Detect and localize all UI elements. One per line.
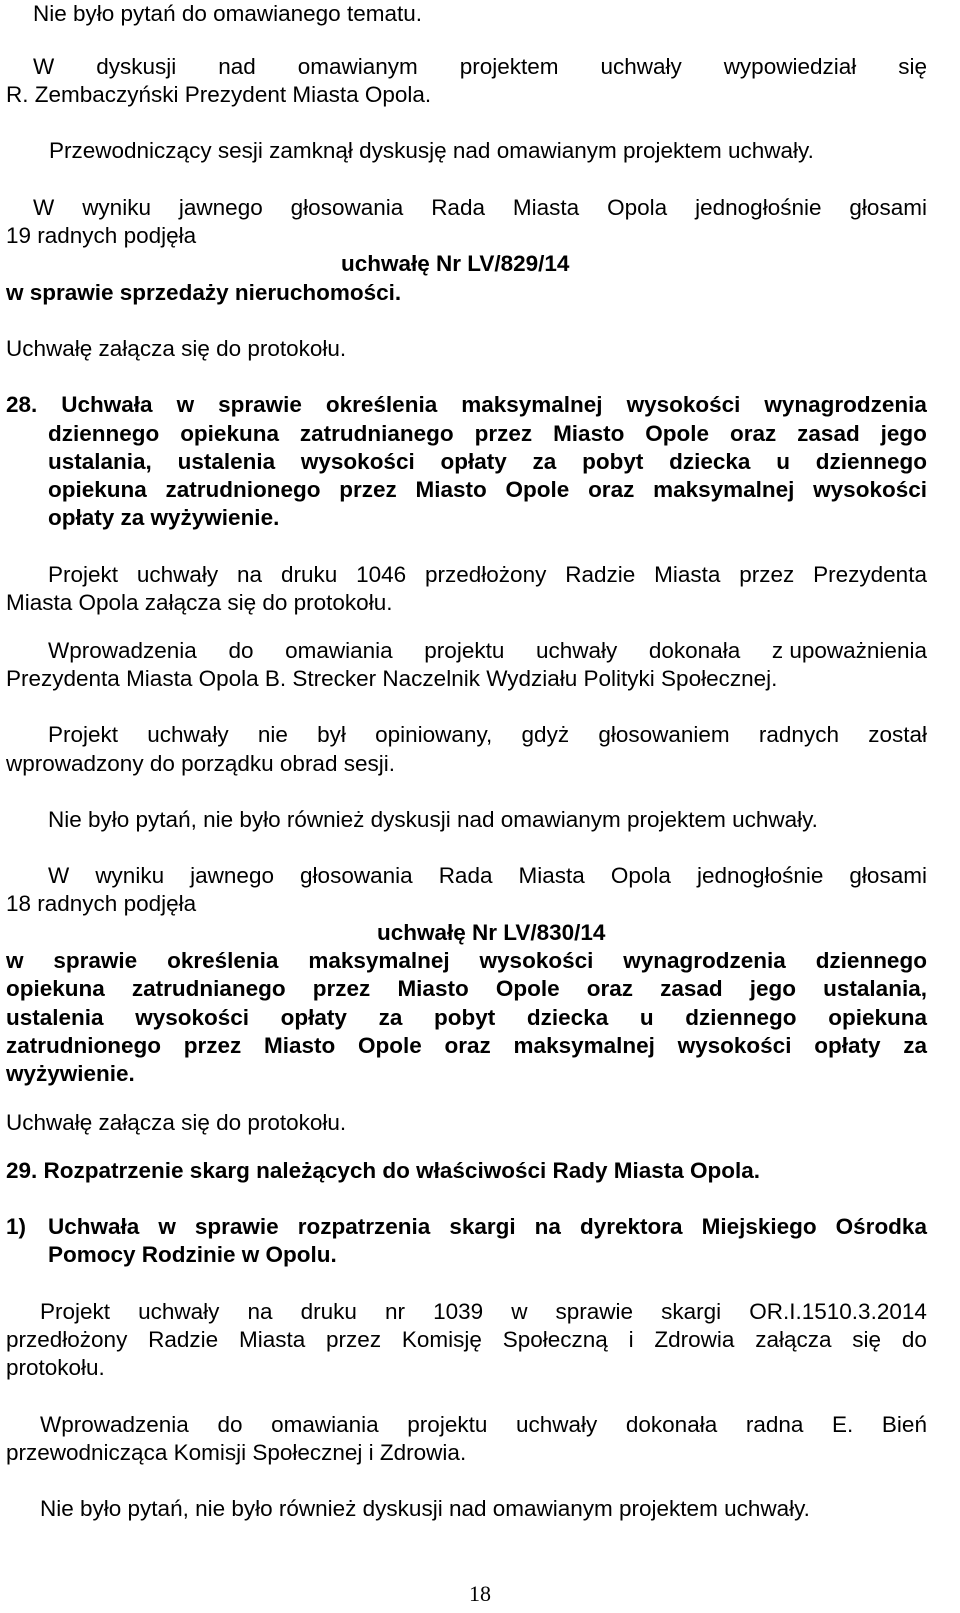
- item-28-attached-note: Uchwałę załącza się do protokołu.: [6, 1110, 347, 1135]
- word: uchwały: [147, 722, 229, 747]
- item-28-resolution-subject-line1: [6, 947, 927, 975]
- word: na: [247, 1299, 273, 1324]
- word: oraz: [444, 1033, 491, 1058]
- word: Radzie: [565, 562, 636, 587]
- word: E.: [832, 1412, 854, 1437]
- word: dziennego: [815, 948, 927, 973]
- word: Wprowadzenia: [40, 1412, 189, 1437]
- word: opiekuna: [828, 1005, 927, 1030]
- word: opłaty: [440, 449, 507, 474]
- word: Opole: [505, 477, 570, 502]
- word: zasad: [797, 421, 860, 446]
- word: dziecka: [669, 449, 751, 474]
- word: Projekt: [48, 722, 119, 747]
- attached-note: Uchwałę załącza się do protokołu.: [6, 336, 347, 361]
- word: projektem: [459, 54, 559, 79]
- word: nad: [218, 54, 256, 79]
- word: jego: [749, 976, 797, 1001]
- word: ustalenia: [6, 1005, 104, 1030]
- word: u: [639, 1005, 654, 1030]
- word: się: [898, 54, 927, 79]
- word: Rada: [438, 863, 493, 888]
- word: Miasta: [512, 195, 580, 220]
- word: zatrudnionego: [165, 477, 321, 502]
- word: wypowiedział: [723, 54, 857, 79]
- word: Komisję: [401, 1327, 482, 1352]
- word: do: [217, 1412, 243, 1437]
- item-28-heading-line5: opłaty za wyżywienie.: [48, 505, 280, 530]
- word: z upoważnienia: [771, 638, 927, 663]
- page-number: 18: [469, 1581, 491, 1606]
- word: w: [176, 392, 195, 417]
- paragraph-discussion-line2: R. Zembaczyński Prezydent Miasta Opola.: [6, 82, 432, 107]
- paragraph-no-questions: Nie było pytań do omawianego tematu.: [33, 1, 422, 26]
- item-28-heading-line2: [48, 420, 927, 448]
- word: przez: [739, 562, 795, 587]
- paragraph-discussion-closed: Przewodniczący sesji zamknął dyskusję nad omawianym projektem uchwały.: [49, 138, 814, 163]
- word: Projekt: [48, 562, 119, 587]
- word: uchwały: [535, 638, 618, 663]
- vote-paragraph-line2: 19 radnych podjęła: [6, 223, 197, 248]
- word: przez: [474, 421, 533, 446]
- word: W: [33, 54, 55, 79]
- word: gdyż: [521, 722, 570, 747]
- word: jawnego: [190, 863, 274, 888]
- word: OR.I.1510.3.2014: [749, 1299, 927, 1324]
- word: opiekuna: [6, 976, 105, 1001]
- word: zatrudnionego: [6, 1033, 161, 1058]
- item-29-intro-line1: [40, 1411, 927, 1439]
- item-28-opinion-line2: wprowadzony do porządku obrad sesji.: [6, 751, 395, 776]
- item-29-project-line3: protokołu.: [6, 1355, 105, 1380]
- item-28-resolution-number: uchwałę Nr LV/830/14: [377, 920, 606, 945]
- item-28-heading-line3: [48, 448, 927, 476]
- word: uchwały: [600, 54, 682, 79]
- word: pobyt: [582, 449, 644, 474]
- item-29-no-questions: Nie było pytań, nie było również dyskusji nad omawianym projektem uchwały.: [40, 1496, 810, 1521]
- word: druku: [300, 1299, 357, 1324]
- word: przez: [339, 477, 397, 502]
- word: Bień: [881, 1412, 927, 1437]
- word: radna: [745, 1412, 804, 1437]
- word: dyrektora: [579, 1214, 683, 1239]
- word: Opole: [495, 976, 560, 1001]
- word: sprawie: [194, 1214, 279, 1239]
- word: oraz: [729, 421, 777, 446]
- vote-paragraph-line1: [33, 194, 927, 222]
- word: skargi: [661, 1299, 722, 1324]
- item-28-project-line2: Miasta Opola załącza się do protokołu.: [6, 590, 393, 615]
- word: wysokości: [300, 449, 415, 474]
- word: oraz: [586, 976, 633, 1001]
- word: wysokości: [813, 477, 927, 502]
- word: druku: [280, 562, 338, 587]
- word: się: [852, 1327, 882, 1352]
- word: Rada: [431, 195, 485, 220]
- word: w: [6, 948, 24, 973]
- word: do: [901, 1327, 927, 1352]
- item-29-project-line2: [6, 1326, 927, 1354]
- word: skargi: [449, 1214, 516, 1239]
- resolution-subject: w sprawie sprzedaży nieruchomości.: [6, 280, 402, 305]
- word: Zdrowia: [654, 1327, 735, 1352]
- word: u: [776, 449, 790, 474]
- word: maksymalnej: [513, 1033, 655, 1058]
- word: projektu: [424, 638, 505, 663]
- word: Miejskiego: [701, 1214, 817, 1239]
- word: głosami: [849, 195, 927, 220]
- word: omawiania: [285, 638, 393, 663]
- word: uchwały: [138, 1299, 220, 1324]
- word: wynagrodzenia: [764, 392, 927, 417]
- word: na: [237, 562, 263, 587]
- word: Uchwała: [61, 392, 153, 417]
- word: nr: [384, 1299, 405, 1324]
- word: za: [903, 1033, 927, 1058]
- word: wyniku: [82, 195, 151, 220]
- item-29-project-line1: [40, 1298, 927, 1326]
- item-29-sub1-number: 1): [6, 1214, 27, 1239]
- word: opiniowany,: [375, 722, 493, 747]
- word: opłaty: [280, 1005, 347, 1030]
- item-28-intro-line1: [48, 637, 927, 665]
- word: Opola: [610, 863, 671, 888]
- item-28-no-questions: Nie było pytań, nie było również dyskusji nad omawianym projektem uchwały.: [48, 807, 818, 832]
- word: Opole: [645, 421, 710, 446]
- word: Miasta: [654, 562, 721, 587]
- word: jednogłośnie: [697, 863, 824, 888]
- word: załącza: [755, 1327, 832, 1352]
- word: ustalenia: [177, 449, 276, 474]
- word: omawianym: [297, 54, 418, 79]
- word: 28.: [6, 392, 38, 417]
- word: oraz: [588, 477, 635, 502]
- word: opiekuna: [180, 421, 279, 446]
- word: głosowaniem: [598, 722, 730, 747]
- item-28-heading-line4: [48, 476, 927, 504]
- word: zatrudnianego: [131, 976, 286, 1001]
- word: 1039: [433, 1299, 484, 1324]
- word: W: [48, 863, 70, 888]
- word: jednogłośnie: [695, 195, 822, 220]
- word: Wprowadzenia: [48, 638, 197, 663]
- word: głosowania: [300, 863, 413, 888]
- word: Opole: [358, 1033, 422, 1058]
- item-28-heading-line1: [6, 391, 927, 419]
- word: za: [378, 1005, 403, 1030]
- word: Radzie: [148, 1327, 219, 1352]
- word: maksymalnej: [461, 392, 603, 417]
- word: wysokości: [677, 1033, 792, 1058]
- word: Projekt: [40, 1299, 111, 1324]
- word: Miasta: [518, 863, 585, 888]
- word: określenia: [325, 392, 438, 417]
- word: przedłożony: [425, 562, 547, 587]
- word: omawiania: [271, 1412, 379, 1437]
- item-29-sub1-line2: Pomocy Rodzinie w Opolu.: [48, 1242, 337, 1267]
- item-28-opinion-line1: [48, 721, 927, 749]
- word: radnych: [758, 722, 839, 747]
- word: uchwały: [136, 562, 219, 587]
- word: został: [868, 722, 927, 747]
- item-28-intro-line2: Prezydenta Miasta Opola B. Strecker Naczelnik Wydziału Polityki Społecznej.: [6, 666, 778, 691]
- word: Miasta: [238, 1327, 306, 1352]
- paragraph-discussion-line1: [33, 53, 927, 81]
- item-28-vote-line2: 18 radnych podjęła: [6, 891, 197, 916]
- word: W: [33, 195, 55, 220]
- word: maksymalnej: [308, 948, 450, 973]
- word: jawnego: [178, 195, 263, 220]
- item-28-resolution-subject-line5: wyżywienie.: [6, 1061, 135, 1086]
- word: Miasto: [397, 976, 469, 1001]
- word: dokonała: [648, 638, 741, 663]
- word: wysokości: [135, 1005, 250, 1030]
- word: wysokości: [626, 392, 741, 417]
- word: nie: [257, 722, 288, 747]
- word: dyskusji: [96, 54, 177, 79]
- word: dziecka: [526, 1005, 609, 1030]
- word: głosowania: [290, 195, 404, 220]
- word: określenia: [167, 948, 279, 973]
- word: dziennego: [48, 421, 160, 446]
- word: i: [628, 1327, 634, 1352]
- word: głosami: [849, 863, 927, 888]
- word: był: [317, 722, 346, 747]
- word: Miasto: [415, 477, 487, 502]
- word: zatrudnianego: [299, 421, 454, 446]
- word: za: [532, 449, 557, 474]
- word: sprawie: [53, 948, 138, 973]
- word: pobyt: [434, 1005, 496, 1030]
- word: uchwały: [515, 1412, 598, 1437]
- word: sprawie: [555, 1299, 634, 1324]
- word: Miasto: [264, 1033, 336, 1058]
- word: jego: [880, 421, 927, 446]
- word: 1046: [356, 562, 407, 587]
- word: maksymalnej: [653, 477, 795, 502]
- word: przez: [183, 1033, 242, 1058]
- word: projektu: [407, 1412, 488, 1437]
- item-29-heading: 29. Rozpatrzenie skarg należących do właściwości Rady Miasta Opola.: [6, 1158, 761, 1183]
- word: do: [228, 638, 254, 663]
- word: przez: [312, 976, 371, 1001]
- word: dokonała: [625, 1412, 718, 1437]
- word: rozpatrzenia: [297, 1214, 431, 1239]
- item-28-project-line1: [48, 561, 927, 589]
- item-29-sub1-line1: [48, 1213, 927, 1241]
- word: wyniku: [95, 863, 165, 888]
- word: w: [158, 1214, 176, 1239]
- resolution-number: uchwałę Nr LV/829/14: [341, 251, 570, 276]
- word: opłaty: [814, 1033, 881, 1058]
- word: Opola: [607, 195, 668, 220]
- word: ustalania,: [48, 449, 152, 474]
- word: Uchwała: [48, 1214, 140, 1239]
- word: Miasto: [553, 421, 625, 446]
- word: wysokości: [479, 948, 594, 973]
- item-28-resolution-subject-line2: [6, 975, 927, 1003]
- word: zasad: [660, 976, 723, 1001]
- word: wynagrodzenia: [623, 948, 786, 973]
- word: na: [534, 1214, 561, 1239]
- word: Prezydenta: [813, 562, 927, 587]
- word: przedłożony: [6, 1327, 128, 1352]
- word: sprawie: [218, 392, 302, 417]
- item-28-vote-line1: [48, 862, 927, 890]
- word: dziennego: [685, 1005, 797, 1030]
- word: opiekuna: [48, 477, 147, 502]
- word: dziennego: [815, 449, 927, 474]
- item-28-resolution-subject-line4: [6, 1032, 927, 1060]
- item-29-intro-line2: przewodnicząca Komisji Społecznej i Zdrowia.: [6, 1440, 467, 1465]
- word: Społeczną: [502, 1327, 608, 1352]
- word: przez: [326, 1327, 382, 1352]
- word: w: [511, 1299, 528, 1324]
- item-28-resolution-subject-line3: [6, 1004, 927, 1032]
- word: Ośrodka: [835, 1214, 927, 1239]
- word: ustalania,: [823, 976, 927, 1001]
